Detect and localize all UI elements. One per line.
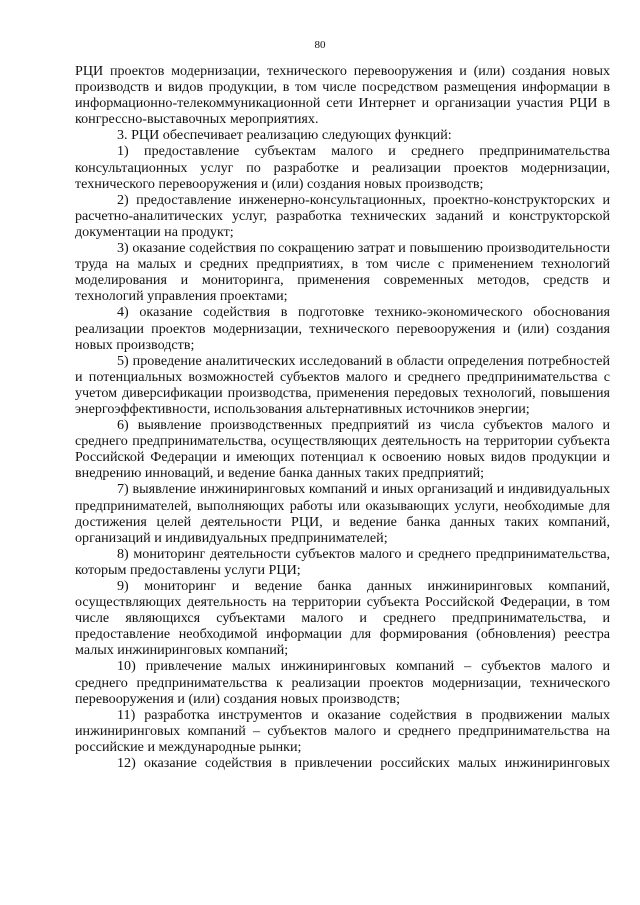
list-item: 8) мониторинг деятельности субъектов малого и среднего предпринимательства, которым предоставлены услуги РЦИ; — [75, 545, 610, 578]
list-item: 3) оказание содействия по сокращению затрат и повышению производительности труда на малых и средних предприятиях, в том числе с применением технологий моделирования и мониторинга, применения современных методов, средств и технологий управления проектами; — [75, 240, 610, 305]
document-body — [75, 63, 610, 771]
page-number: 80 — [314, 39, 326, 51]
list-item: 9) мониторинг и ведение банка данных инжиниринговых компаний, осуществляющих деятельность на территории субъекта Российской Федерации, в том числе являющихся субъектами малого и среднего предпринимательства, и предоставление необходимой информации для формирования (обновления) реестра малых инжиниринговых компаний; — [75, 578, 610, 659]
list-item: 1) предоставление субъектам малого и среднего предпринимательства консультационных услуг по разработке и реализации проектов модернизации, технического перевооружения и (или) создания новых производств; — [75, 143, 610, 192]
list-item: 12) оказание содействия в привлечении российских малых инжиниринговых — [117, 755, 610, 772]
list-item: 11) разработка инструментов и оказание содействия в продвижении малых инжиниринговых компаний – субъектов малого и среднего предпринимательства на российские и международные рынки; — [75, 706, 610, 755]
section-heading: 3. РЦИ обеспечивает реализацию следующих функций: — [117, 127, 452, 144]
intro-paragraph: РЦИ проектов модернизации, технического перевооружения и (или) создания новых производств и видов продукции, в том числе посредством размещения информации в информационно-телекоммуникационной сети Интернет и организации участия РЦИ в конгрессно-выставочных мероприятиях. — [75, 63, 610, 128]
list-item: 7) выявление инжиниринговых компаний и иных организаций и индивидуальных предпринимателей, выполняющих работы или оказывающих услуги, необходимые для достижения целей деятельности РЦИ, и ведение банка данных таких компаний, организаций и индивидуальных предпринимателей; — [75, 481, 610, 546]
list-item: 6) выявление производственных предприятий из числа субъектов малого и среднего предпринимательства, осуществляющих деятельность на территории субъекта Российской Федерации и имеющих потенциал к освоению новых видов продукции и внедрению инноваций, и ведение банка данных таких предприятий; — [75, 417, 610, 482]
list-item: 5) проведение аналитических исследований в области определения потребностей и потенциальных возможностей субъектов малого и среднего предпринимательства с учетом диверсификации производства, применения передовых технологий, повышения энергоэффективности, использования альтернативных источников энергии; — [75, 352, 610, 417]
list-item: 2) предоставление инженерно-консультационных, проектно-конструкторских и расчетно-аналитических услуг, разработка технических заданий и конструкторской документации на продукт; — [75, 191, 610, 240]
list-item: 4) оказание содействия в подготовке технико-экономического обоснования реализации проектов модернизации, технического перевооружения и (или) создания новых производств; — [75, 304, 610, 353]
list-item: 10) привлечение малых инжиниринговых компаний – субъектов малого и среднего предпринимательства к реализации проектов модернизации, технического перевооружения и (или) создания новых производств; — [75, 658, 610, 707]
